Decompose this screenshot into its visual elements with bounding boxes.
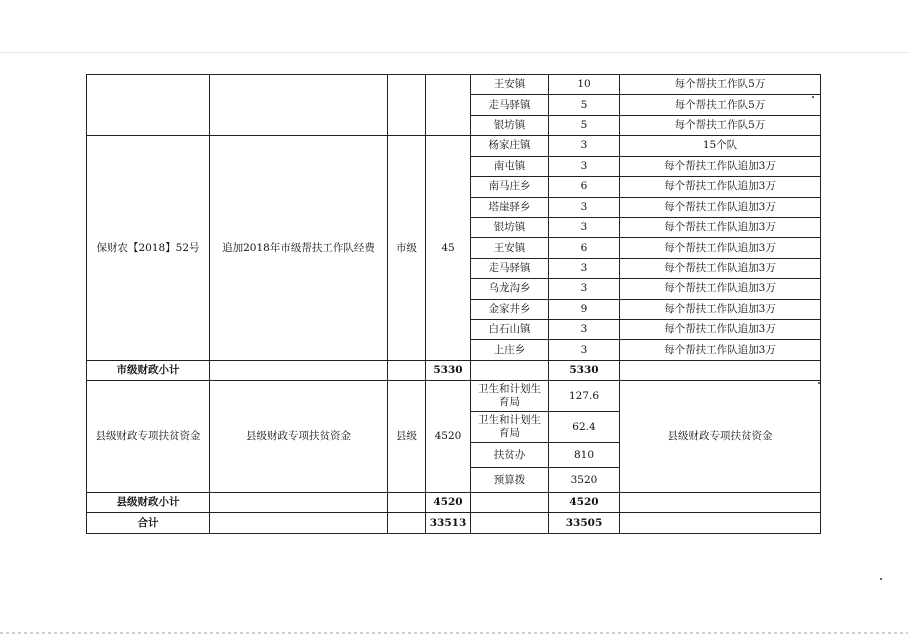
total-cell: 4520 [426,381,471,493]
total-cell: 45 [426,136,471,361]
note-cell: 每个帮扶工作队追加3万 [620,238,821,258]
level-cell: 县级 [388,381,426,493]
note-cell: 每个帮扶工作队5万 [620,115,821,135]
unit-cell: 金家井乡 [471,299,549,319]
note-cell: 每个帮扶工作队5万 [620,95,821,115]
fund-allocation-table [86,74,821,534]
unit-cell: 银坊镇 [471,217,549,237]
total-cell [426,75,471,136]
note-cell: 每个帮扶工作队追加3万 [620,156,821,176]
note-cell: 每个帮扶工作队追加3万 [620,340,821,360]
unit-cell: 杨家庄镇 [471,136,549,156]
unit-cell: 卫生和计划生育局 [471,381,549,412]
unit-cell: 南屯镇 [471,156,549,176]
unit-cell: 塔崖驿乡 [471,197,549,217]
note-cell: 每个帮扶工作队追加3万 [620,258,821,278]
amount-cell: 3 [549,156,620,176]
note-cell: 每个帮扶工作队追加3万 [620,279,821,299]
unit-cell: 预算拨 [471,468,549,493]
grand-total-total: 33513 [426,513,471,534]
level-cell [388,75,426,136]
unit-cell: 王安镇 [471,238,549,258]
subtotal-total: 5330 [426,360,471,380]
note-cell: 15个队 [620,136,821,156]
doc-no-cell: 县级财政专项扶贫资金 [87,381,210,493]
subtotal-total: 4520 [426,493,471,513]
amount-cell: 3 [549,217,620,237]
scan-speck [818,382,820,384]
amount-cell: 810 [549,443,620,468]
amount-cell: 3 [549,197,620,217]
unit-cell: 白石山镇 [471,320,549,340]
project-cell: 县级财政专项扶贫资金 [210,381,388,493]
amount-cell: 3 [549,258,620,278]
unit-cell: 走马驿镇 [471,95,549,115]
amount-cell: 3 [549,279,620,299]
amount-cell: 9 [549,299,620,319]
amount-cell: 5 [549,115,620,135]
level-cell: 市级 [388,136,426,361]
grand-total-amount: 33505 [549,513,620,534]
scan-speck [812,96,814,98]
doc-no-cell [87,75,210,136]
table-row [87,75,821,95]
note-cell: 每个帮扶工作队追加3万 [620,177,821,197]
scan-speck [880,578,882,580]
note-cell: 每个帮扶工作队追加3万 [620,320,821,340]
unit-cell: 走马驿镇 [471,258,549,278]
amount-cell: 6 [549,238,620,258]
note-cell: 每个帮扶工作队5万 [620,75,821,95]
amount-cell: 3520 [549,468,620,493]
table-row [87,136,821,156]
note-cell: 每个帮扶工作队追加3万 [620,197,821,217]
subtotal-label: 县级财政小计 [87,493,210,513]
note-cell: 每个帮扶工作队追加3万 [620,217,821,237]
subtotal-row [87,493,821,513]
grand-total-label: 合计 [87,513,210,534]
table-row [87,381,821,412]
amount-cell: 3 [549,340,620,360]
amount-cell: 3 [549,320,620,340]
unit-cell: 扶贫办 [471,443,549,468]
note-cell: 每个帮扶工作队追加3万 [620,299,821,319]
subtotal-amount: 5330 [549,360,620,380]
unit-cell: 上庄乡 [471,340,549,360]
grand-total-row [87,513,821,534]
unit-cell: 南马庄乡 [471,177,549,197]
amount-cell: 5 [549,95,620,115]
doc-no-cell: 保财农【2018】52号 [87,136,210,361]
subtotal-label: 市级财政小计 [87,360,210,380]
scan-edge-bottom [0,632,908,634]
amount-cell: 127.6 [549,381,620,412]
project-cell [210,75,388,136]
subtotal-row [87,360,821,380]
unit-cell: 银坊镇 [471,115,549,135]
amount-cell: 6 [549,177,620,197]
note-cell: 县级财政专项扶贫资金 [620,381,821,493]
unit-cell: 乌龙沟乡 [471,279,549,299]
amount-cell: 62.4 [549,412,620,443]
subtotal-amount: 4520 [549,493,620,513]
amount-cell: 10 [549,75,620,95]
project-cell: 追加2018年市级帮扶工作队经费 [210,136,388,361]
amount-cell: 3 [549,136,620,156]
unit-cell: 王安镇 [471,75,549,95]
unit-cell: 卫生和计划生育局 [471,412,549,443]
scan-edge-top [0,52,908,53]
